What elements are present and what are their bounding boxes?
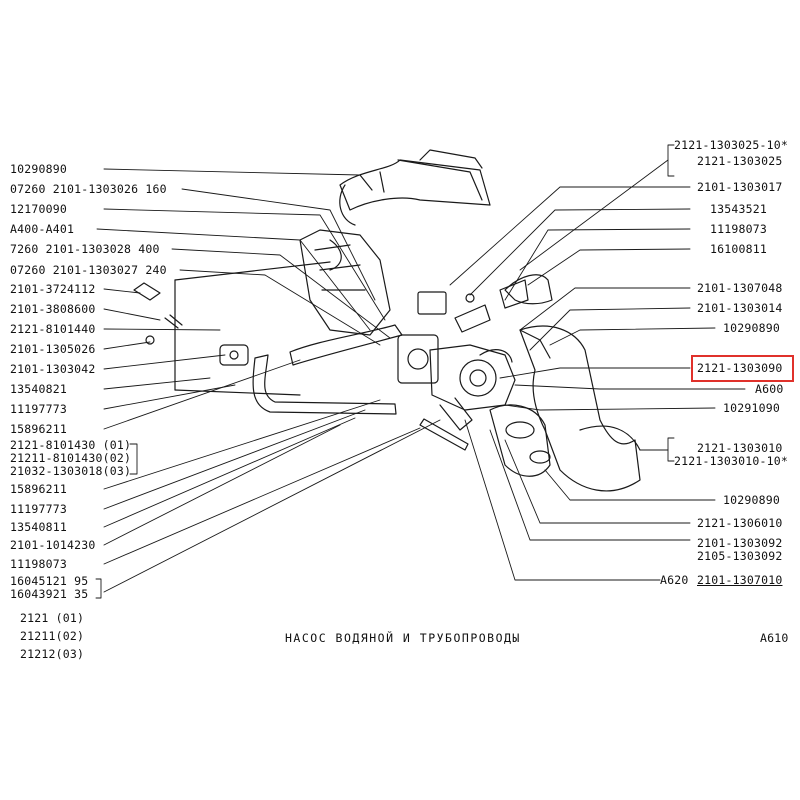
bypass-hose-drawing bbox=[505, 275, 552, 358]
part-label-left-12: 13540821 bbox=[10, 382, 67, 396]
part-label-left-24: 16043921 35 bbox=[10, 587, 89, 601]
part-label-left-17: 21032-1303018(03) bbox=[10, 464, 132, 478]
part-label-right-15: 10290890 bbox=[723, 493, 780, 507]
part-label-right-8: 2101-1303014 bbox=[697, 301, 783, 315]
part-label-right-13: 2121-1303010 bbox=[697, 441, 783, 455]
engine-block-drawing bbox=[175, 230, 390, 395]
page-code: A610 bbox=[760, 631, 789, 645]
part-label-left-11: 2101-1303042 bbox=[10, 362, 96, 376]
part-label-right-20: 2101-1307010 bbox=[697, 573, 783, 587]
part-label-right-4: 13543521 bbox=[710, 202, 767, 216]
part-label-left-1: 10290890 bbox=[10, 162, 67, 176]
part-label-right-14: 2121-1303010-10* bbox=[674, 454, 788, 468]
part-label-right-17: 2101-1303092 bbox=[697, 536, 783, 550]
lower-hose-drawing bbox=[490, 326, 640, 491]
part-label-left-22: 11198073 bbox=[10, 557, 67, 571]
part-label-left-6: 07260 2101-1303027 240 bbox=[10, 263, 167, 277]
part-label-left-13: 11197773 bbox=[10, 402, 67, 416]
part-label-right-12: 10291090 bbox=[723, 401, 780, 415]
part-label-left-20: 13540811 bbox=[10, 520, 67, 534]
part-label-left-8: 2101-3808600 bbox=[10, 302, 96, 316]
model-label-1: 2121 (01) bbox=[20, 611, 85, 625]
part-label-left-7: 2101-3724112 bbox=[10, 282, 96, 296]
gasket-drawing bbox=[418, 280, 528, 332]
part-label-left-9: 2121-8101440 bbox=[10, 322, 96, 336]
part-label-right-5: 11198073 bbox=[710, 222, 767, 236]
part-label-left-5: 7260 2101-1303028 400 bbox=[10, 242, 160, 256]
part-label-right-7: 2101-1307048 bbox=[697, 281, 783, 295]
part-label-right-19: A620 bbox=[660, 573, 689, 587]
part-label-left-3: 12170090 bbox=[10, 202, 67, 216]
part-label-left-23: 16045121 95 bbox=[10, 574, 89, 588]
part-label-left-14: 15896211 bbox=[10, 422, 67, 436]
part-label-left-21: 2101-1014230 bbox=[10, 538, 96, 552]
part-label-right-10-highlighted[interactable]: 2121-1303090 bbox=[697, 361, 783, 375]
part-label-right-6: 16100811 bbox=[710, 242, 767, 256]
part-label-left-4: A400-A401 bbox=[10, 222, 75, 236]
part-label-left-2: 07260 2101-1303026 160 bbox=[10, 182, 167, 196]
part-label-right-9: 10290890 bbox=[723, 321, 780, 335]
part-label-right-11: A600 bbox=[755, 382, 784, 396]
part-label-left-15: 2121-8101430 (01) bbox=[10, 438, 132, 452]
leader-lines-left bbox=[96, 169, 440, 598]
upper-hose-drawing bbox=[340, 150, 490, 225]
part-label-right-18: 2105-1303092 bbox=[697, 549, 783, 563]
part-label-right-3: 2101-1303017 bbox=[697, 180, 783, 194]
model-label-3: 21212(03) bbox=[20, 647, 85, 661]
page-title: НАСОС ВОДЯНОЙ И ТРУБОПРОВОДЫ bbox=[285, 631, 521, 645]
part-label-right-16: 2121-1306010 bbox=[697, 516, 783, 530]
part-label-left-18: 15896211 bbox=[10, 482, 67, 496]
part-label-right-1: 2121-1303025-10* bbox=[674, 138, 788, 152]
part-label-left-16: 21211-8101430(02) bbox=[10, 451, 132, 465]
part-label-left-10: 2101-1305026 bbox=[10, 342, 96, 356]
part-label-left-19: 11197773 bbox=[10, 502, 67, 516]
part-label-right-2: 2121-1303025 bbox=[697, 154, 783, 168]
model-label-2: 21211(02) bbox=[20, 629, 85, 643]
heater-pipe-drawing bbox=[134, 283, 402, 414]
